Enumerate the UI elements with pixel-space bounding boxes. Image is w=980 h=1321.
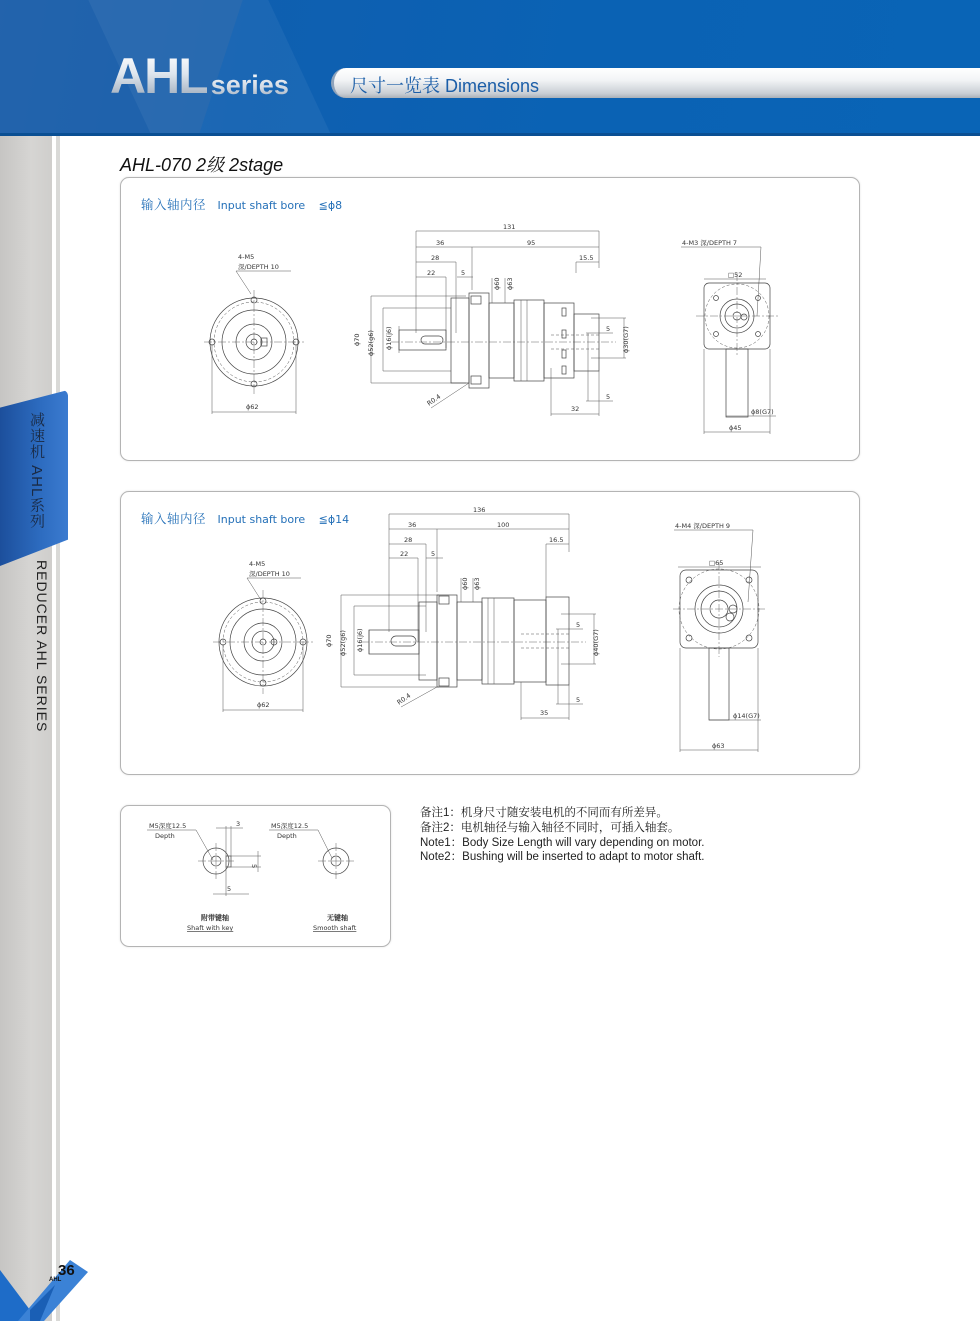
- depth-label: Depth: [155, 832, 175, 840]
- page-number: 36: [58, 1262, 75, 1279]
- dim-total-length: 131: [503, 223, 516, 231]
- keyed-shaft-label-cn: 附带键轴: [201, 914, 229, 922]
- note-en-1: Note1：Body Size Length will vary depending on motor.: [420, 836, 705, 849]
- dim-key-offset: 5: [227, 885, 232, 893]
- note-cn-1: 备注1：机身尺寸随安装电机的不同而有所差异。: [420, 807, 668, 819]
- rear-view: [681, 239, 779, 434]
- dim-dia-63: ϕ63: [473, 577, 481, 590]
- dim-dia-52: ϕ52(g6): [339, 630, 347, 656]
- side-view: [325, 506, 600, 720]
- front-view: [213, 560, 313, 712]
- hole-note: 4-M5: [238, 253, 255, 261]
- notes: [420, 806, 704, 865]
- dim-key-width: 3: [236, 820, 241, 828]
- dim-5a: 5: [576, 621, 581, 629]
- dim-dia-60: ϕ60: [493, 277, 501, 290]
- heading-en: Input shaft bore: [217, 513, 306, 526]
- diameter-label: ϕ62: [257, 701, 270, 709]
- page-number-badge: [0, 1250, 90, 1321]
- smooth-shaft-label-cn: 无键轴: [327, 914, 348, 922]
- thread-note: M5深度12.5: [149, 822, 187, 830]
- dim-square: □52: [728, 271, 743, 279]
- dim-dia-60: ϕ60: [461, 577, 469, 590]
- dim-bore: ϕ40(G7): [592, 629, 600, 656]
- dim-95: 95: [527, 239, 536, 247]
- dim-36: 36: [408, 521, 417, 529]
- dim-22: 22: [400, 550, 409, 558]
- depth-note: 深/DEPTH 10: [238, 263, 279, 271]
- dim-36: 36: [436, 239, 445, 247]
- hole-note: 4-M5: [249, 560, 266, 568]
- heading-en: Input shaft bore: [217, 199, 306, 212]
- heading-value: ≦ϕ14: [318, 513, 350, 526]
- dim-5b: 5: [606, 393, 611, 401]
- dim-dia-52: ϕ52(g6): [367, 330, 375, 356]
- dim-28: 28: [431, 254, 440, 262]
- dim-22: 22: [427, 269, 436, 277]
- keyed-shaft: [147, 820, 261, 932]
- diameter-label: ϕ62: [246, 403, 259, 411]
- hole-note: 4-M3 深/DEPTH 7: [682, 239, 738, 247]
- dim-5a: 5: [606, 325, 611, 333]
- depth-label: Depth: [277, 832, 297, 840]
- hole-note: 4-M4 深/DEPTH 9: [675, 522, 731, 530]
- smooth-shaft-label-en: Smooth shaft: [313, 924, 357, 932]
- technical-drawing: [121, 178, 861, 462]
- dim-28: 28: [404, 536, 413, 544]
- dim-key-height: 5: [250, 864, 258, 869]
- front-view: [204, 253, 304, 414]
- dim-square: □65: [709, 559, 724, 567]
- page-tag: AHL: [49, 1277, 62, 1283]
- note-en-2: Note2：Bushing will be inserted to adapt to motor shaft.: [420, 851, 705, 864]
- dim-bore: ϕ14(G7): [733, 712, 760, 720]
- depth-note: 深/DEPTH 10: [249, 570, 290, 578]
- side-divider: [56, 136, 60, 1321]
- dim-100: 100: [497, 521, 510, 529]
- brand-suffix: series: [210, 70, 289, 100]
- header-banner: [0, 0, 980, 136]
- dim-dia-16: ϕ16(j6): [356, 628, 364, 652]
- dim-32: 32: [571, 405, 580, 413]
- dimension-panel-bore-14: [120, 491, 860, 775]
- heading-cn: 输入轴内径: [141, 198, 207, 212]
- brand-name: AHL: [110, 48, 207, 104]
- brand-logo: [110, 48, 289, 104]
- technical-drawing: [121, 492, 861, 776]
- header-divider: [0, 133, 980, 136]
- dim-total-length: 136: [473, 506, 486, 514]
- dim-bore: ϕ8(G7): [751, 408, 774, 416]
- dim-radius: R0.4: [395, 691, 413, 707]
- smooth-shaft: [269, 821, 357, 932]
- dim-end: 16.5: [549, 536, 564, 544]
- dim-35: 35: [540, 709, 549, 717]
- dim-5: 5: [431, 550, 436, 558]
- section-title-bar: [331, 68, 980, 98]
- shaft-type-drawing: [121, 806, 392, 948]
- dim-bore: ϕ30(G7): [622, 326, 630, 353]
- heading-cn: 输入轴内径: [141, 512, 207, 526]
- rear-view: [673, 522, 766, 752]
- dim-dia-70: ϕ70: [325, 634, 333, 647]
- diameter-label: ϕ45: [729, 424, 742, 432]
- shaft-types-panel: [120, 805, 391, 947]
- dim-end: 15.5: [579, 254, 594, 262]
- note-cn-2: 备注2：电机轴径与输入轴径不同时，可插入轴套。: [420, 821, 680, 834]
- series-label: REDUCER AHL SERIES: [34, 560, 50, 733]
- heading-value: ≦ϕ8: [318, 199, 343, 212]
- dim-radius: R0.4: [425, 392, 443, 408]
- dimension-panel-bore-8: [120, 177, 860, 461]
- dim-dia-70: ϕ70: [353, 333, 361, 346]
- thread-note: M5深度12.5: [271, 822, 309, 830]
- side-view: [353, 223, 630, 416]
- side-tab-label: 减速机 AHL系列: [28, 412, 45, 530]
- keyed-shaft-label-en: Shaft with key: [187, 924, 234, 932]
- dim-5: 5: [461, 269, 466, 277]
- diameter-label: ϕ63: [712, 742, 725, 750]
- dim-dia-16: ϕ16(j6): [385, 326, 393, 350]
- dim-dia-63: ϕ63: [506, 277, 514, 290]
- model-title: AHL-070 2级 2stage: [120, 155, 284, 175]
- dim-5b: 5: [576, 696, 581, 704]
- section-title: 尺寸一览表 Dimensions: [350, 76, 540, 96]
